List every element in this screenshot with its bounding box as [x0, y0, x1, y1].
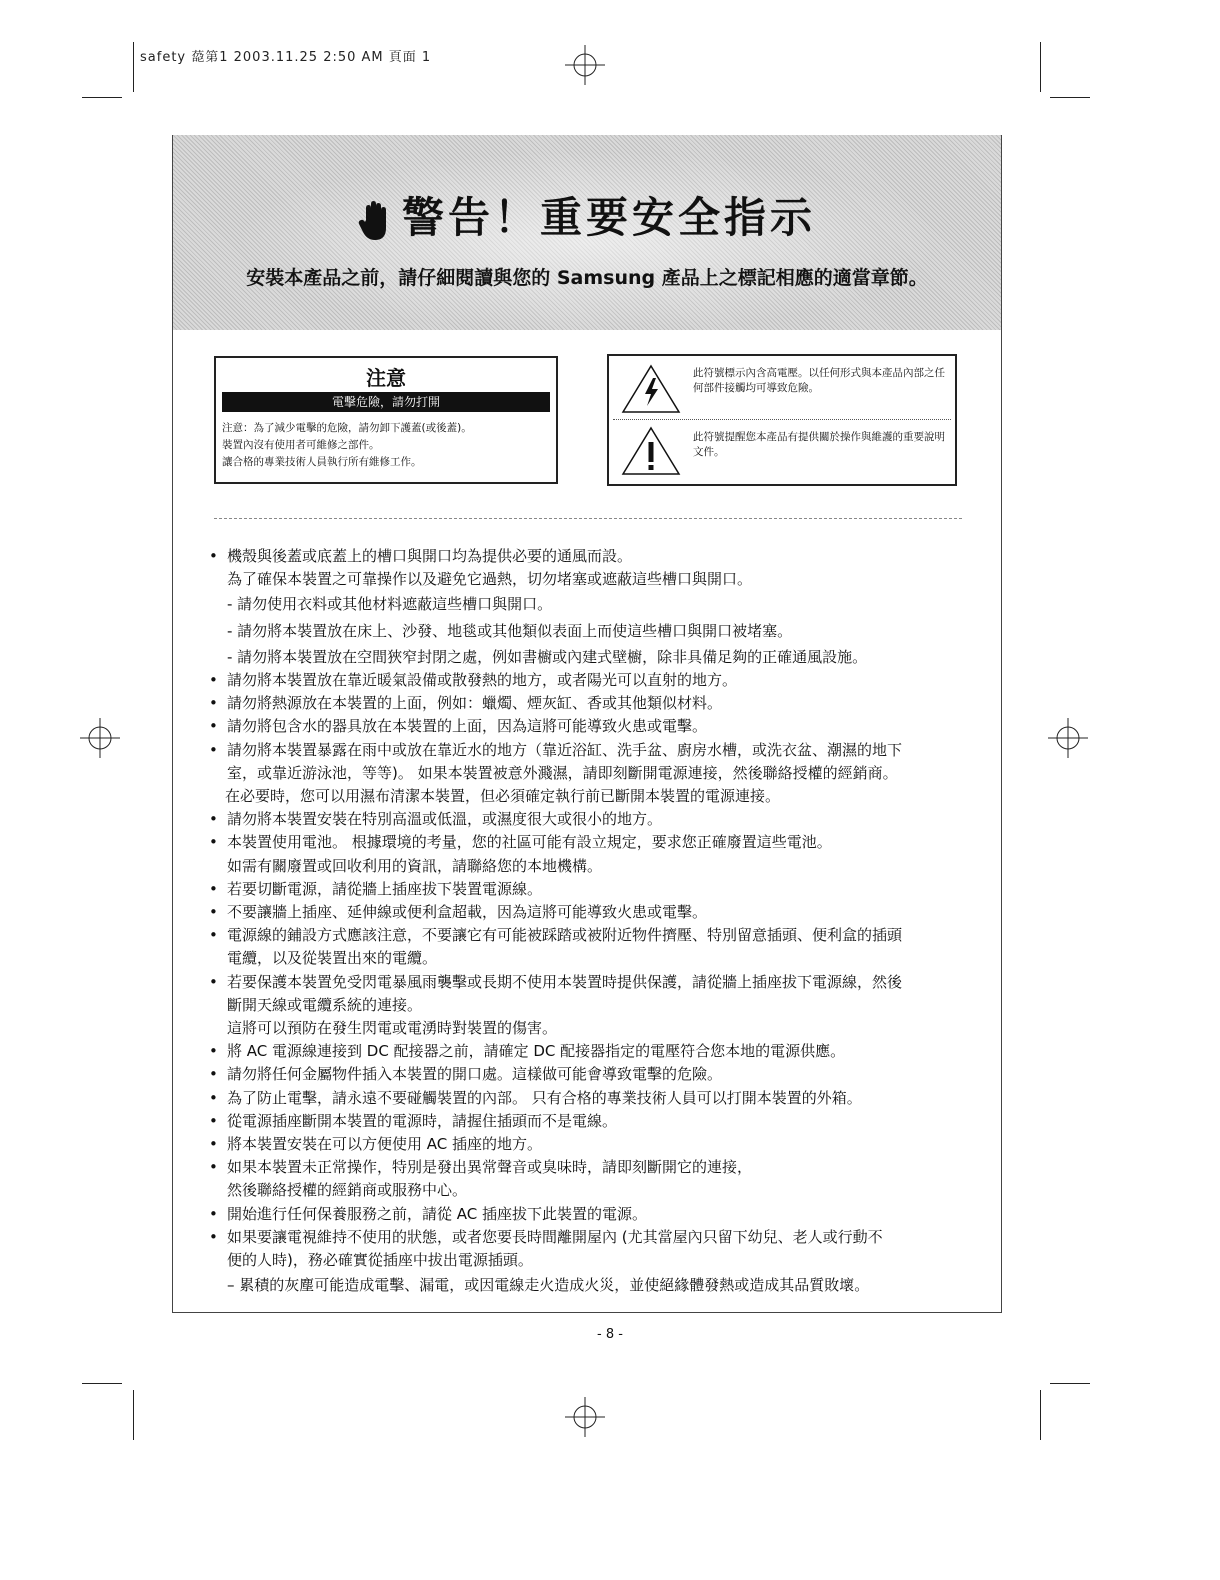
- bullet: •: [209, 1111, 218, 1130]
- registration-mark-icon: [565, 45, 605, 85]
- bullet: •: [209, 903, 218, 922]
- list-item: [205, 924, 975, 970]
- bullet: •: [209, 833, 218, 852]
- list-item: [205, 1110, 975, 1133]
- list-item: [205, 878, 975, 901]
- list-item: [205, 808, 975, 831]
- item-line: 請勿將熱源放在本裝置的上面，例如：蠟燭、煙灰缸、香或其他類似材料。: [227, 694, 723, 713]
- list-item: [205, 1063, 975, 1086]
- item-line: 電纜，以及從裝置出來的電纜。: [227, 949, 438, 968]
- bullet: •: [209, 1135, 218, 1154]
- registration-mark-icon: [565, 1397, 605, 1437]
- banner-title-text: 警告！重要安全指示: [401, 193, 816, 242]
- list-item: [205, 545, 975, 591]
- separator-line: [214, 518, 962, 519]
- list-item: [205, 1156, 975, 1202]
- item-line: 將 AC 電源線連接到 DC 配接器之前，請確定 DC 配接器指定的電壓符合您本地的電源供應。: [227, 1042, 846, 1061]
- bullet: •: [209, 717, 218, 736]
- item-line: 若要保護本裝置免受閃電暴風雨襲擊或長期不使用本裝置時提供保護，請從牆上插座拔下電源線，然後: [227, 972, 903, 991]
- registration-mark-icon: [80, 718, 120, 758]
- symbol-divider: [613, 419, 951, 420]
- item-line: 這將可以預防在發生閃電或電湧時對裝置的傷害。: [227, 1019, 558, 1038]
- crop-mark: [1050, 97, 1090, 98]
- bullet: •: [209, 810, 218, 829]
- item-line: 如果本裝置未正常操作，特別是發出異常聲音或臭味時，請即刻斷開它的連接，: [227, 1158, 753, 1177]
- bullet: •: [209, 1088, 218, 1107]
- bullet: •: [209, 694, 218, 713]
- crop-mark: [82, 97, 122, 98]
- list-item: [205, 1203, 975, 1226]
- item-line: 將本裝置安裝在可以方便使用 AC 插座的地方。: [227, 1135, 543, 1154]
- symbol-text-high-voltage: 此符號標示內含高電壓。以任何形式與本產品內部之任何部件接觸均可導致危險。: [693, 367, 945, 394]
- item-line: 如果要讓電視維持不使用的狀態，或者您要長時間離開屋內 (尤其當屋內只留下幼兒、老人或行動不: [227, 1227, 883, 1246]
- crop-mark: [133, 1390, 134, 1440]
- list-item: [205, 1133, 975, 1156]
- item-line: 請勿將本裝置安裝在特別高溫或低溫，或濕度很大或很小的地方。: [227, 810, 663, 829]
- sub-item: - 請勿將本裝置放在空間狹窄封閉之處，例如書櫥或內建式壁櫥，除非具備足夠的正確通風設施。: [227, 647, 868, 666]
- sub-item: - 請勿使用衣料或其他材料遮蔽這些槽口與開口。: [227, 595, 553, 614]
- list-item: [205, 901, 975, 924]
- crop-mark: [1040, 1390, 1041, 1440]
- list-item: [205, 971, 975, 1041]
- list-item: [205, 715, 975, 738]
- crop-mark: [1050, 1383, 1090, 1384]
- list-item: [205, 1087, 975, 1110]
- list-item: [205, 1040, 975, 1063]
- caution-lines: [222, 420, 556, 471]
- bullet: •: [209, 1042, 218, 1061]
- item-line: 電源線的鋪設方式應該注意，不要讓它有可能被踩踏或被附近物件擠壓、特別留意插頭、便利盒的插頭: [227, 926, 903, 945]
- list-item: [205, 831, 975, 877]
- exclamation-warning-icon: [621, 426, 681, 476]
- crop-mark: [133, 42, 134, 92]
- page-number: - 8 -: [597, 1327, 623, 1342]
- sub-item: – 累積的灰塵可能造成電擊、漏電，或因電線走火造成火災，並使絕緣體發熱或造成其品質敗壞。: [227, 1276, 870, 1295]
- item-line: 請勿將包含水的器具放在本裝置的上面，因為這將可能導致火患或電擊。: [227, 717, 708, 736]
- item-line: 然後聯絡授權的經銷商或服務中心。: [227, 1181, 468, 1200]
- item-line: 請勿將任何金屬物件插入本裝置的開口處。這樣做可能會導致電擊的危險。: [227, 1065, 723, 1084]
- safety-instructions-list: [205, 545, 975, 1298]
- symbol-text-documentation: 此符號提醒您本產品有提供關於操作與維護的重要說明文件。: [693, 431, 945, 458]
- item-line: 從電源插座斷開本裝置的電源時，請握住插頭而不是電線。: [227, 1111, 618, 1130]
- item-line: 請勿將本裝置暴露在雨中或放在靠近水的地方（靠近浴缸、洗手盆、廚房水槽，或洗衣盆、潮濕的地下: [227, 740, 903, 759]
- crop-mark: [82, 1383, 122, 1384]
- bullet: •: [209, 1227, 218, 1246]
- item-note: 在必要時，您可以用濕布清潔本裝置，但必須確定執行前已斷開本裝置的電源連接。: [225, 787, 781, 806]
- item-line: 本裝置使用電池。 根據環境的考量，您的社區可能有設立規定，要求您正確廢置這些電池。: [227, 833, 832, 852]
- list-item: [205, 739, 975, 785]
- bullet: •: [209, 1065, 218, 1084]
- list-item: [205, 1226, 975, 1272]
- caution-line: 裝置內沒有使用者可維修之部件。: [222, 439, 380, 451]
- print-header: safety 㗡第1 2003.11.25 2:50 AM 頁面 1: [140, 50, 432, 65]
- bullet: •: [209, 547, 218, 565]
- bullet: •: [209, 926, 218, 945]
- caution-line: 讓合格的專業技術人員執行所有維修工作。: [222, 456, 422, 468]
- item-line: 室，或靠近游泳池，等等)。 如果本裝置被意外濺濕，請即刻斷開電源連接，然後聯絡授權的經銷商。: [227, 763, 898, 782]
- list-item: [205, 669, 975, 692]
- item-line: 不要讓牆上插座、延伸線或便利盒超載，因為這將可能導致火患或電擊。: [227, 903, 708, 922]
- bullet: •: [209, 1158, 218, 1177]
- item-line: 斷開天線或電纜系統的連接。: [227, 995, 423, 1014]
- bullet: •: [209, 671, 218, 690]
- symbol-explanation-box: [607, 354, 957, 486]
- caution-bar: 電擊危險，請勿打開: [222, 392, 550, 412]
- banner-subtitle: 安裝本產品之前，請仔細閱讀與您的 Samsung 產品上之標記相應的適當章節。: [246, 267, 928, 289]
- crop-mark: [1040, 42, 1041, 92]
- registration-mark-icon: [1048, 718, 1088, 758]
- item-line: 便的人時)，務必確實從插座中拔出電源插頭。: [227, 1251, 533, 1270]
- sub-item: - 請勿將本裝置放在床上、沙發、地毯或其他類似表面上而使這些槽口與開口被堵塞。: [227, 621, 793, 640]
- bullet: •: [209, 740, 218, 759]
- bullet: •: [209, 972, 218, 991]
- item-line: 請勿將本裝置放在靠近暖氣設備或散發熱的地方，或者陽光可以直射的地方。: [227, 671, 738, 690]
- item-line: 機殼與後蓋或底蓋上的槽口與開口均為提供必要的通風而設。: [227, 547, 633, 565]
- caution-title: 注意: [366, 366, 406, 390]
- caution-box: [214, 356, 558, 484]
- bullet: •: [209, 1204, 218, 1223]
- item-line: 如需有關廢置或回收利用的資訊，請聯絡您的本地機構。: [227, 856, 603, 875]
- item-line: 開始進行任何保養服務之前，請從 AC 插座拔下此裝置的電源。: [227, 1204, 648, 1223]
- bullet: •: [209, 879, 218, 898]
- caution-line: 注意：為了減少電擊的危險，請勿卸下護蓋(或後蓋)。: [222, 422, 472, 434]
- item-line: 為了防止電擊，請永遠不要碰觸裝置的內部。 只有合格的專業技術人員可以打開本裝置的外箱。: [227, 1088, 862, 1107]
- item-line: 若要切斷電源，請從牆上插座拔下裝置電源線。: [227, 879, 543, 898]
- list-item: [205, 692, 975, 715]
- lightning-warning-icon: [621, 364, 681, 414]
- item-line: 為了確保本裝置之可靠操作以及避免它過熱，切勿堵塞或遮蔽這些槽口與開口。: [227, 570, 753, 589]
